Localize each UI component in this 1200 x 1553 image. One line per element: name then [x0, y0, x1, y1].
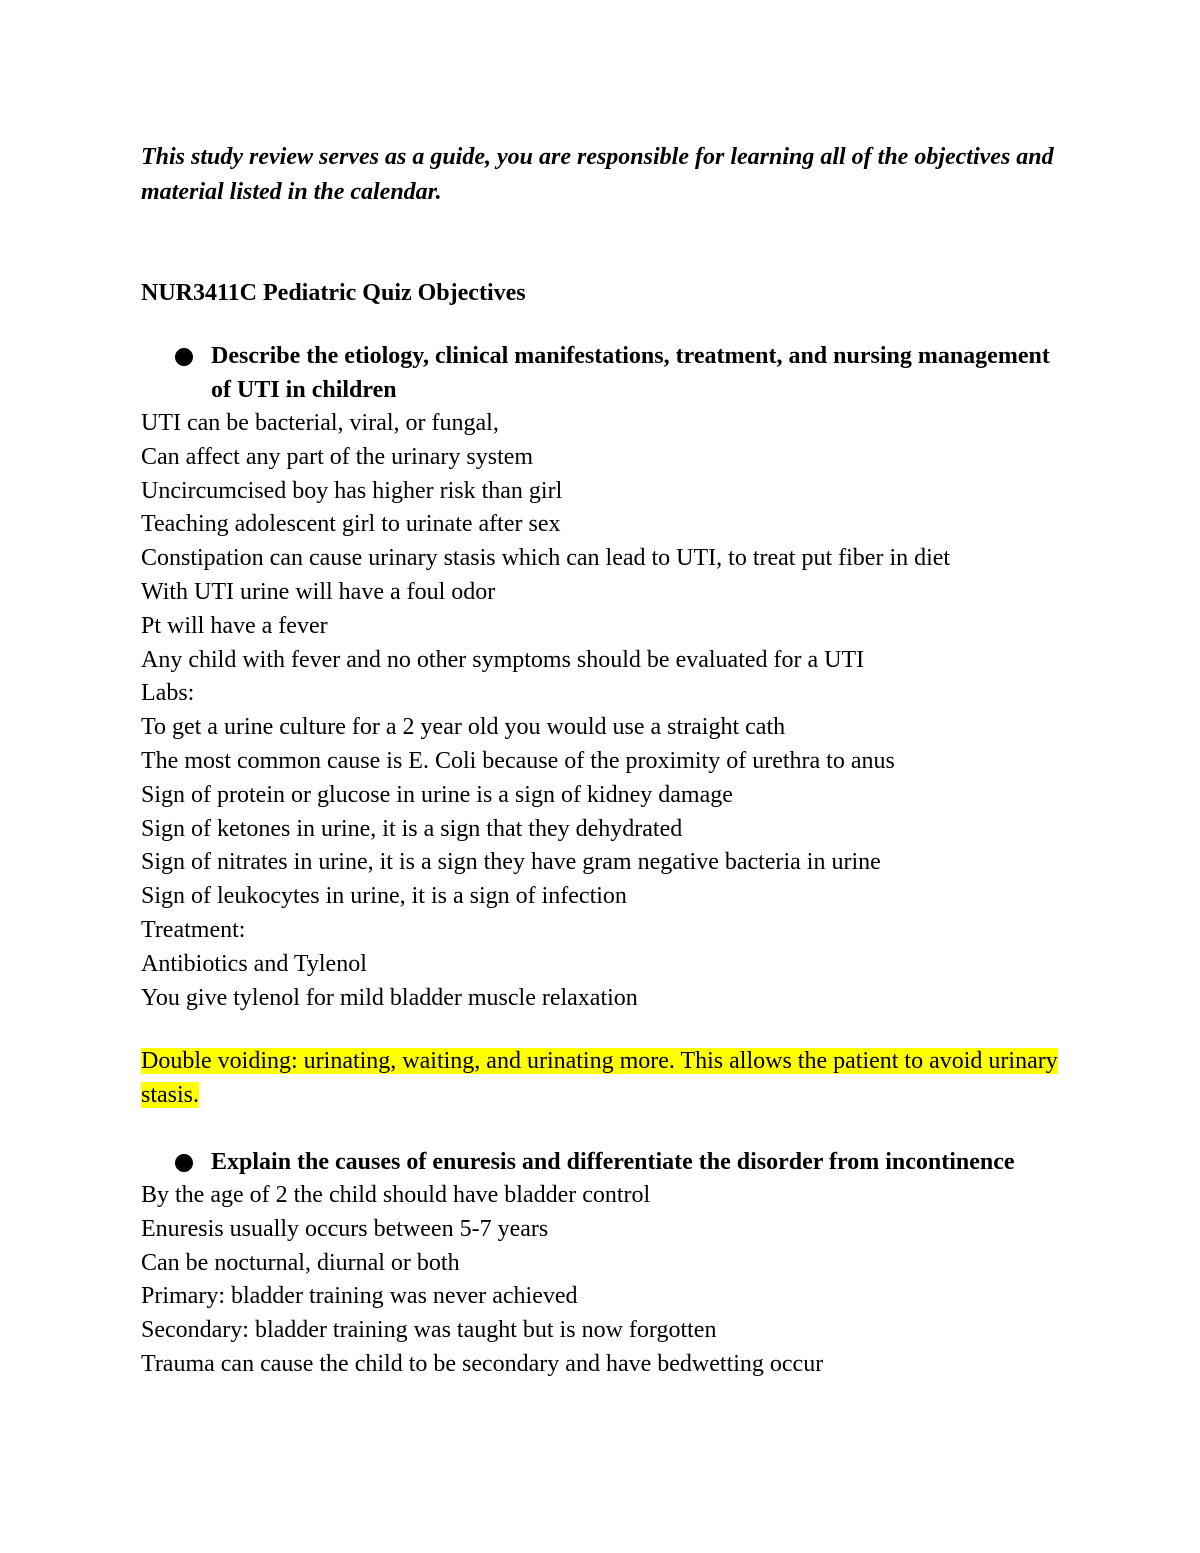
- note-line: Can affect any part of the urinary system: [141, 443, 534, 470]
- note-line: Secondary: bladder training was taught but is now forgotten: [141, 1317, 717, 1344]
- note-line: Trauma can cause the child to be secondary and have bedwetting occur: [141, 1350, 824, 1377]
- note-line: Can be nocturnal, diurnal or both: [141, 1249, 460, 1276]
- intro-note: This study review serves as a guide, you are responsible for learning all of the objectives and material listed in the calendar.: [141, 144, 1054, 205]
- note-line: Enuresis usually occurs between 5-7 years: [141, 1215, 549, 1242]
- objective-heading: [141, 339, 1061, 407]
- bullet-icon: [175, 1154, 193, 1172]
- note-line: Primary: bladder training was never achieved: [141, 1283, 578, 1310]
- notes-list: [141, 1179, 1061, 1382]
- note-line: Any child with fever and no other symptoms should be evaluated for a UTI: [141, 646, 865, 673]
- note-line: Sign of ketones in urine, it is a sign that they dehydrated: [141, 815, 683, 842]
- section-enuresis: [141, 1145, 1061, 1382]
- objective-text: Describe the etiology, clinical manifestations, treatment, and nursing management of UTI in children: [211, 343, 1050, 403]
- note-line: Treatment:: [141, 916, 246, 943]
- note-line: With UTI urine will have a foul odor: [141, 578, 496, 605]
- note-line: UTI can be bacterial, viral, or fungal,: [141, 410, 499, 436]
- note-line: Constipation can cause urinary stasis which can lead to UTI, to treat put fiber in diet: [141, 545, 951, 572]
- objective-heading: [141, 1145, 1061, 1179]
- note-line: Sign of protein or glucose in urine is a sign of kidney damage: [141, 781, 733, 808]
- note-line: Labs:: [141, 680, 195, 707]
- note-line: Teaching adolescent girl to urinate after sex: [141, 511, 561, 538]
- note-line: The most common cause is E. Coli because of the proximity of urethra to anus: [141, 747, 895, 774]
- note-line: Sign of leukocytes in urine, it is a sign of infection: [141, 883, 627, 910]
- section-uti: [141, 339, 1061, 1015]
- note-line: Sign of nitrates in urine, it is a sign they have gram negative bacteria in urine: [141, 849, 881, 876]
- note-line: Uncircumcised boy has higher risk than girl: [141, 477, 563, 504]
- highlighted-note-text: Double voiding: urinating, waiting, and urinating more. This allows the patient to avoid urinary stasis.: [141, 1048, 1058, 1108]
- note-line: Pt will have a fever: [141, 612, 328, 639]
- objective-text: Explain the causes of enuresis and differentiate the disorder from incontinence: [211, 1149, 1015, 1175]
- bullet-icon: [175, 348, 193, 366]
- note-line: By the age of 2 the child should have bladder control: [141, 1182, 651, 1208]
- note-line: Antibiotics and Tylenol: [141, 950, 367, 977]
- note-line: You give tylenol for mild bladder muscle relaxation: [141, 984, 638, 1011]
- note-line: To get a urine culture for a 2 year old you would use a straight cath: [141, 714, 786, 741]
- notes-list: [141, 407, 1061, 1015]
- page-title: NUR3411C Pediatric Quiz Objectives: [141, 280, 526, 306]
- highlighted-note: [141, 1044, 1061, 1112]
